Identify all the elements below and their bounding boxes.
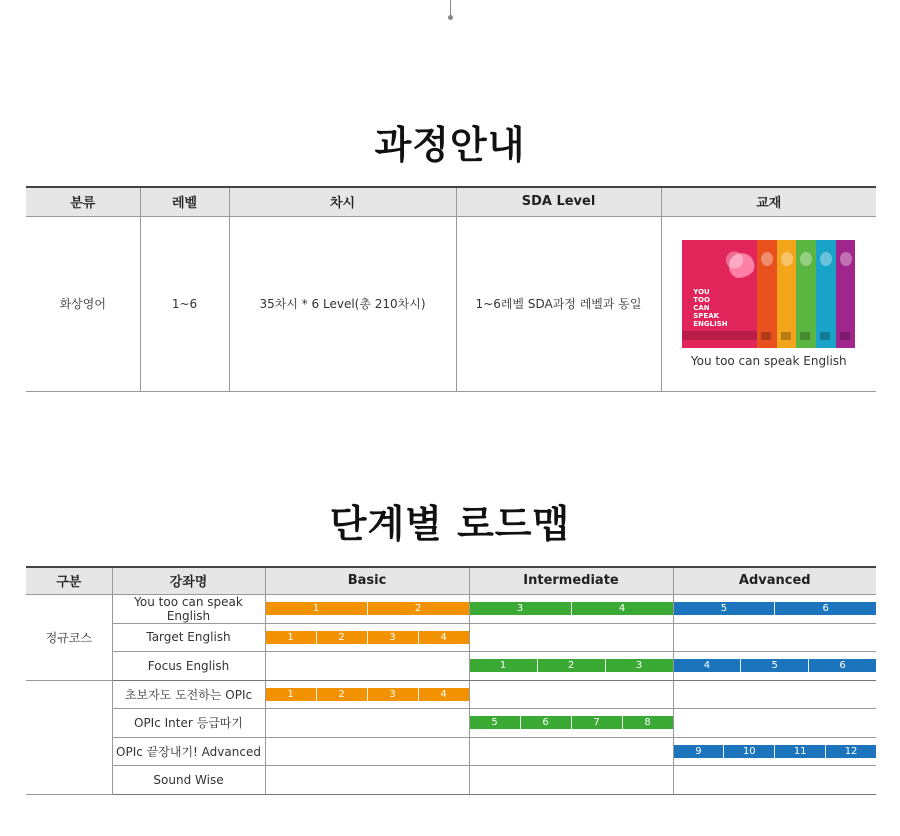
roadmap-group-name: 정규코스 <box>26 594 112 680</box>
header-sda-level: SDA Level <box>456 187 661 216</box>
roadmap-step-label: 5 <box>674 602 776 615</box>
header-level: 레벨 <box>140 187 229 216</box>
header-textbook: 교재 <box>661 187 876 216</box>
roadmap-step-label: 1 <box>266 631 317 644</box>
roadmap-bar-advanced <box>674 659 877 672</box>
roadmap-cell-intermediate <box>469 737 673 766</box>
course-category: 화상영어 <box>26 216 140 391</box>
textbook-cover-image <box>682 240 855 348</box>
roadmap-step-label: 12 <box>844 745 858 757</box>
roadmap-row <box>26 737 876 766</box>
roadmap-cell-advanced <box>673 594 876 623</box>
roadmap-table <box>26 566 876 795</box>
roadmap-step-label: 4 <box>674 659 742 672</box>
header-division: 구분 <box>26 567 112 594</box>
roadmap-step-label: 8 <box>644 717 651 728</box>
course-header-row <box>26 187 876 216</box>
roadmap-cell-advanced <box>673 709 876 738</box>
roadmap-bar-intermediate <box>470 602 673 615</box>
roadmap-cell-basic <box>265 680 469 709</box>
course-sda-level: 1~6레벨 SDA과정 레벨과 동일 <box>456 216 661 391</box>
roadmap-step-label: 6 <box>822 602 829 614</box>
roadmap-step-label: 2 <box>538 659 606 672</box>
roadmap-course-name: OPIc 끝장내기! Advanced <box>112 737 265 766</box>
roadmap-cell-advanced <box>673 737 876 766</box>
roadmap-section-title: 단계별 로드맵 <box>329 502 571 546</box>
roadmap-cell-intermediate <box>469 680 673 709</box>
roadmap-step-label: 7 <box>572 716 623 729</box>
roadmap-cell-intermediate <box>469 652 673 681</box>
roadmap-step-label: 9 <box>674 745 725 758</box>
roadmap-cell-basic <box>265 709 469 738</box>
roadmap-course-name: You too can speak English <box>112 594 265 623</box>
roadmap-bar-advanced <box>674 602 877 615</box>
roadmap-step-label: 3 <box>470 602 572 615</box>
roadmap-bar-advanced <box>674 745 877 758</box>
course-textbook-cell <box>661 216 876 391</box>
roadmap-step-label: 1 <box>470 659 538 672</box>
course-sessions: 35차시 * 6 Level(총 210차시) <box>229 216 456 391</box>
roadmap-cell-basic <box>265 594 469 623</box>
roadmap-step-label: 4 <box>440 631 447 643</box>
textbook-caption: You too can speak English <box>690 353 847 368</box>
roadmap-course-name: OPIc Inter 등급따기 <box>112 709 265 738</box>
roadmap-step-label: 3 <box>368 631 419 644</box>
roadmap-cell-advanced <box>673 680 876 709</box>
roadmap-bar-intermediate <box>470 659 673 672</box>
roadmap-step-label: 6 <box>521 716 572 729</box>
roadmap-cell-basic <box>265 623 469 652</box>
roadmap-cell-basic <box>265 737 469 766</box>
roadmap-step-label: 6 <box>839 660 846 671</box>
header-advanced: Advanced <box>673 567 876 594</box>
textbook-cover-title: YOU TOO CAN SPEAK ENGLISH <box>693 287 728 328</box>
roadmap-row <box>26 766 876 795</box>
roadmap-bar-basic <box>266 631 469 644</box>
roadmap-step-label: 4 <box>440 688 447 700</box>
roadmap-step-label: 3 <box>368 688 419 701</box>
roadmap-row <box>26 594 876 623</box>
roadmap-course-name: 초보자도 도전하는 OPIc <box>112 680 265 709</box>
roadmap-course-name: Target English <box>112 623 265 652</box>
header-course-name: 강좌명 <box>112 567 265 594</box>
roadmap-cell-advanced <box>673 766 876 795</box>
roadmap-course-name: Focus English <box>112 652 265 681</box>
header-basic: Basic <box>265 567 469 594</box>
roadmap-bar-intermediate <box>470 716 673 729</box>
roadmap-course-name: Sound Wise <box>112 766 265 795</box>
course-row <box>26 216 876 391</box>
top-connector-dot <box>448 15 453 20</box>
roadmap-body <box>26 594 876 794</box>
roadmap-bar-basic <box>266 602 469 615</box>
roadmap-cell-basic <box>265 766 469 795</box>
roadmap-step-label: 2 <box>414 602 422 614</box>
header-category: 분류 <box>26 187 140 216</box>
roadmap-bar-basic <box>266 688 469 701</box>
roadmap-step-label: 5 <box>741 659 809 672</box>
roadmap-cell-advanced <box>673 652 876 681</box>
roadmap-group-name <box>26 680 112 794</box>
header-sessions: 차시 <box>229 187 456 216</box>
roadmap-step-label: 5 <box>470 716 521 729</box>
roadmap-header-row <box>26 567 876 594</box>
roadmap-step-label: 3 <box>635 660 643 671</box>
roadmap-cell-basic <box>265 652 469 681</box>
roadmap-step-label: 11 <box>775 745 826 758</box>
roadmap-step-label: 1 <box>266 688 317 701</box>
roadmap-row <box>26 709 876 738</box>
roadmap-step-label: 2 <box>317 631 368 644</box>
roadmap-step-label: 10 <box>724 745 775 758</box>
course-table <box>26 186 876 392</box>
roadmap-cell-intermediate <box>469 594 673 623</box>
roadmap-row <box>26 623 876 652</box>
header-intermediate: Intermediate <box>469 567 673 594</box>
course-section-title: 과정안내 <box>374 123 526 167</box>
roadmap-step-label: 1 <box>266 602 368 615</box>
roadmap-step-label: 4 <box>618 602 626 614</box>
roadmap-row <box>26 652 876 681</box>
roadmap-cell-advanced <box>673 623 876 652</box>
course-level: 1~6 <box>140 216 229 391</box>
roadmap-cell-intermediate <box>469 623 673 652</box>
roadmap-cell-intermediate <box>469 709 673 738</box>
roadmap-step-label: 2 <box>317 688 368 701</box>
roadmap-cell-intermediate <box>469 766 673 795</box>
roadmap-row <box>26 680 876 709</box>
